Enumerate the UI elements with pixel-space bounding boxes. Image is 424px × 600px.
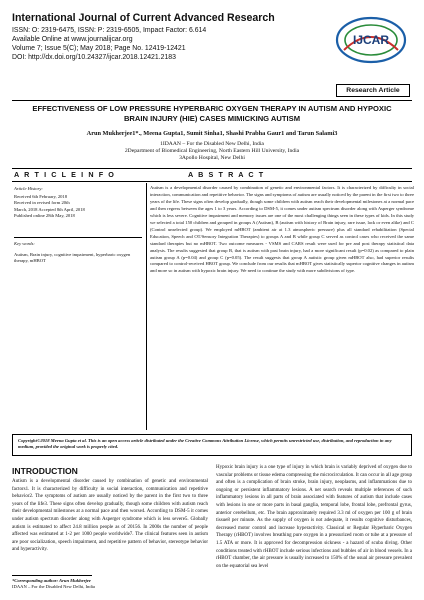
history-published: Published online 28th May, 2018 [14,213,75,219]
journal-website: Available Online at www.journalijcar.org [12,36,133,43]
header-divider [12,100,412,101]
info-column-divider [146,183,147,430]
copyright-notice: Copyright©2018 Meena Gupta et al. This is an open access article distributed under the Creative Commons Attribution License, which permits unrestricted use, distribution, and reproduction in any medium, provided the original work is properly cited. [12,434,412,456]
corresponding-author-footnote [12,578,208,590]
article-title [22,104,402,124]
footnote-rule [12,575,92,576]
abstract-text: Autism is a developmental disorder caused by combination of genetic and environmental factors. It is characterized by difficulty in social interaction, communication and repetitive behavior. The signs and symptoms of autism are usually noticed by the parent in the first two to three years of the life. These signs often develop gradually, though some children with autism reach their developmental milestones at a normal pace and then regress between the ages 1 to 3 years. According to DSM-5, it comes under autism spectrum disorder along with Asperger syndrome which is less severe. Cognitive impairment and memory issues are one of the most challenging things seen in these types of kids. In this study we selected a total 150 children and grouped in groups A (Autism), B (autism with history of Brain injury, rare issue, lack or even alike) and C (Control unselected group). We employed mHBOT (ambient air at 1.3 atmospheric pressure) plus all standard rehabilitation (Special Education, Speech and OT/Sensory Integration Therapies) to groups A and B while group C served as control cases who received the same standard therapies but no mHBOT. Two outcome measures - VSMS and CARS result were used for pre and post therapy statistical data analysis. The results suggested that group B, that is autism with past brain injury, had a more significant result (p=0.02) as compared to plain autism group A (p=0.04) and group C (p=0.05). The result suggests that group A autistic group given mHBOT also, had superior results compared to control-received HBOT group. We conclude from our results that mHBOT gives statistically superior cognitive changes in autism and more so in autism with hypoxic brain injury. We need to continue the study with more subdivisions of type. [150,185,414,274]
keywords-label: Key words: [14,241,35,246]
affiliation-3: 3Apollo Hospital, New Delhi [179,155,245,161]
keywords: Autism, Brain injury, cognitive impairment, hyperbaric oxygen therapy, mHBOT [14,252,131,264]
introduction-heading: INTRODUCTION [12,466,78,476]
journal-volume: Volume 7; Issue 5(C); May 2018; Page No. 12419-12421 [12,45,186,52]
history-revised: Received in revised form 20th [14,200,70,206]
history-accepted: March, 2018 Accepted 8th April, 2018 [14,206,85,212]
author-list: Arun Mukherjee1*., Meena Gupta1, Sumit Sinha1, Shashi Prabha Gaur1 and Tarun Salami3 [86,130,338,137]
journal-logo [332,10,410,70]
affiliation-1: 1IDAAN – For the Disabled New Delhi, India [160,141,264,147]
svg-text:IJCAR: IJCAR [352,33,390,47]
info-top-rule [12,168,412,169]
abstract-heading: A B S T R A C T [188,170,265,179]
corresponding-author: *Corresponding author: Arun Mukherjee [12,578,91,583]
journal-title: International Journal of Current Advanced Research [12,12,275,24]
journal-doi: DOI: http://dx.doi.org/10.24327/ijcar.2018.12421.2183 [12,54,176,61]
history-received: Received 6th February, 2018 [14,194,68,199]
research-article-badge: Research Article [336,84,410,97]
history-label: Article History: [14,186,43,191]
corresponding-affiliation: IDAAN – For the Disabled New Delhi, India [12,583,95,589]
article-title-line-2: BRAIN INJURY (HIE) CASES MIMICKING AUTISM [123,114,301,123]
info-bottom-rule [12,181,412,182]
journal-issn: ISSN: O: 2319-6475, ISSN: P: 2319-6505, Impact Factor: 6.614 [12,27,207,34]
intro-left-column: Autism is a developmental disorder caused by combination of genetic and environmental factors1. It is characterized by difficulty in social interaction, communication and repetitive behavior2. The symptoms of autism are usually noticed by the parent in the first two to three years of the life3. These signs often develop gradually, though some children with autism reach their developmental milestones at a normal pace and then worse4. According to DSM-5 it comes under autism spectrum disorder along with Asperger syndrome which is less severe5. Globally autism is estimated to affect 24.8 million people as of 20156. In 2000s the number of people affected was estimated at 1-2 per 1000 people worldwide7. The clinical features seen in autism are poor socialization, speech impairment, and repetitive pattern of behavior, stereotype behavior and hyperactivity. [12,479,208,553]
article-info-heading: A R T I C L E I N F O [14,170,116,179]
affiliation-2: 2Department of Biomedical Engineering, North Eastern Hill University, India [124,148,300,154]
keywords-divider [14,237,142,238]
intro-right-column: Hypoxic brain injury is a one type of injury in which brain is variably deprived of oxygen due to vascular problems or tissue edema compressing the microcirculation. It can occur in all age group and often is a complication of brain stroke, brain injury, neoplasms, and inflammations due to ongoing or persistent inflammatory lesions. A net search reveals multiple references of such inflammatory lesions in all parts of brain associated with features of autism that include cases with lesions in one or more parts in basal ganglia, temporal lobe, frontal lobe, prefrontal gyrus, anterior cerebellum, etc. The brain approximately required 3.3 ml of oxygen per 100 g of brain tissue8 per minute. As the supply of oxygen is not adequate, it results cognitive disturbances, decreased motor control and increase hyperactivity. Classical or Regular Hyperbaric Oxygen Therapy (rHBOT) involves breathing pure oxygen in a pressurized room or tube at a pressure of 1.5 ATA or more. It is approved for decompression sickness - a hazard of scuba diving. Other conditions treated with rHBOT include serious infections and bubbles of air in blood vessels. In a rHBOT chamber, the air pressure is usually increased to 150% of the usual air pressure prevalent on the equatorial sea level [216,465,412,569]
article-title-line-1: EFFECTIVENESS OF LOW PRESSURE HYPERBARIC OXYGEN THERAPY IN AUTISM AND HYPOXIC [32,104,392,113]
history-block [14,194,142,220]
